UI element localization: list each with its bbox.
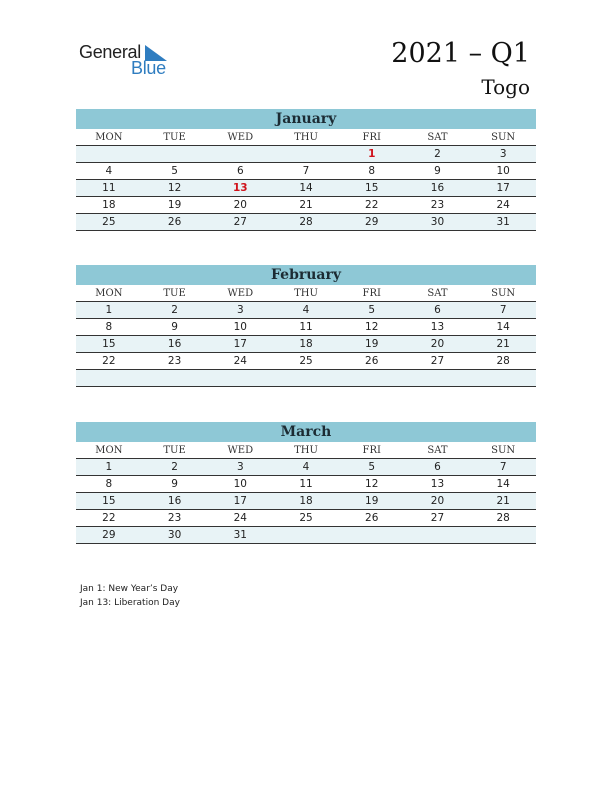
calendar-date [405,370,471,386]
calendar-date [470,527,536,543]
calendar-date: 17 [233,495,247,507]
calendar-date: 18 [102,199,116,211]
holiday-date: 1 [368,148,376,160]
month-header: February [76,265,536,285]
calendar-date: 17 [233,338,247,350]
calendar-date: 23 [167,512,182,524]
calendar-month-january [76,109,536,231]
generalblue-logo [79,42,179,78]
calendar-date: 28 [496,512,510,524]
calendar-date: 20 [430,495,445,507]
calendar-date: 29 [102,529,116,541]
weekday-label: SAT [427,132,448,143]
weekday-label: TUE [163,288,186,299]
calendar-date: 20 [430,338,445,350]
week-row [76,214,536,231]
week-row [76,146,536,163]
calendar-date: 25 [299,355,313,367]
weekday-label: WED [227,132,254,143]
week-row [76,163,536,180]
week-row [76,459,536,476]
week-row [76,197,536,214]
holiday-date: 13 [232,182,248,194]
calendar-date [405,527,471,543]
week-row [76,370,536,387]
calendar-date: 8 [105,478,113,490]
calendar-date: 15 [102,338,116,350]
calendar-date: 26 [167,216,182,228]
weekday-label: MON [95,288,123,299]
calendar-date: 24 [496,199,510,211]
calendar-date: 6 [434,461,441,473]
logo-blue-text: Blue [131,58,166,78]
weekday-label: WED [227,445,254,456]
calendar-date [76,370,142,386]
weekday-header-row [76,285,536,302]
calendar-date: 26 [365,355,379,367]
weekday-label: FRI [362,132,381,143]
weekday-label: SUN [491,445,516,456]
calendar-date: 2 [171,461,178,473]
calendar-date: 28 [299,216,313,228]
calendar-date: 3 [499,148,507,160]
calendar-date: 17 [496,182,510,194]
calendar-date: 11 [299,321,313,333]
calendar-date: 16 [167,495,182,507]
weekday-header-row [76,129,536,146]
calendar-date: 22 [365,199,379,211]
calendar-date: 23 [430,199,445,211]
calendar-date: 19 [167,199,182,211]
week-row [76,510,536,527]
calendar-date: 6 [434,304,441,316]
calendar-date: 21 [496,338,510,350]
calendar-date: 25 [102,216,116,228]
weekday-label: TUE [163,445,186,456]
calendar-date: 25 [299,512,313,524]
calendar-date: 15 [365,182,379,194]
weekday-label: THU [294,132,318,143]
calendar-date: 22 [102,355,116,367]
week-row [76,527,536,544]
week-row [76,493,536,510]
calendar-date: 27 [430,512,445,524]
weekday-label: WED [227,288,254,299]
weekday-label: MON [95,132,123,143]
weekday-label: FRI [362,288,381,299]
weekday-header-row [76,442,536,459]
calendar-date: 14 [496,478,510,490]
calendar-date: 6 [236,165,244,177]
weekday-label: THU [294,288,318,299]
weekday-label: SUN [491,288,516,299]
calendar-date: 30 [430,216,445,228]
calendar-date: 31 [233,529,247,541]
weekday-label: FRI [362,445,381,456]
weekday-label: SAT [427,288,448,299]
calendar-date: 30 [167,529,182,541]
calendar-date [273,527,339,543]
calendar-date: 11 [102,182,116,194]
calendar-date: 10 [496,165,510,177]
calendar-date: 16 [430,182,445,194]
calendar-date: 27 [233,216,247,228]
calendar-date [470,370,536,386]
calendar-date [142,146,208,162]
calendar-date: 15 [102,495,116,507]
calendar-date: 31 [496,216,510,228]
calendar-date: 9 [434,165,441,177]
calendar-date: 5 [171,165,178,177]
calendar-date: 5 [368,461,376,473]
weekday-label: SUN [491,132,516,143]
calendar-date: 7 [499,304,507,316]
week-row [76,180,536,197]
calendar-date: 8 [368,165,376,177]
calendar-date [76,146,142,162]
calendar-date: 8 [105,321,113,333]
calendar-date: 18 [299,495,313,507]
calendar-date [142,370,208,386]
week-row [76,353,536,370]
calendar-date: 14 [299,182,313,194]
calendar-date [339,370,405,386]
calendar-month-march [76,422,536,544]
calendar-date: 22 [102,512,116,524]
calendar-date [339,527,405,543]
calendar-date: 9 [171,478,178,490]
calendar-date: 12 [365,478,379,490]
holiday-note: Jan 13: Liberation Day [80,598,180,608]
calendar-date: 3 [236,304,244,316]
calendar-date: 9 [171,321,178,333]
calendar-date: 10 [233,478,247,490]
holiday-notes [80,582,180,610]
weekday-label: MON [95,445,123,456]
calendar-date: 21 [299,199,313,211]
calendar-date: 16 [167,338,182,350]
country-name: Togo [481,75,530,99]
week-row [76,319,536,336]
month-header: January [76,109,536,129]
calendar-date: 13 [430,478,445,490]
calendar-date: 4 [105,165,113,177]
calendar-date: 3 [236,461,244,473]
calendar-date: 18 [299,338,313,350]
logo-general-text: General [79,42,141,62]
calendar-date: 29 [365,216,379,228]
calendar-date: 12 [365,321,379,333]
calendar-date: 14 [496,321,510,333]
calendar-date: 10 [233,321,247,333]
week-row [76,476,536,493]
weekday-label: SAT [427,445,448,456]
holiday-note: Jan 1: New Year’s Day [80,584,179,594]
calendar-date: 12 [167,182,182,194]
calendar-date: 4 [302,304,310,316]
calendar-date [207,370,273,386]
calendar-date: 4 [302,461,310,473]
calendar-month-february [76,265,536,387]
calendar-date: 24 [233,355,247,367]
calendar-date: 19 [365,338,379,350]
calendar-date: 11 [299,478,313,490]
calendar-date: 2 [171,304,178,316]
week-row [76,336,536,353]
calendar-date: 5 [368,304,376,316]
calendar-date: 13 [430,321,445,333]
calendar-date: 24 [233,512,247,524]
week-row [76,302,536,319]
month-header: March [76,422,536,442]
calendar-date [273,146,339,162]
weekday-label: TUE [163,132,186,143]
calendar-date: 21 [496,495,510,507]
calendar-date: 7 [302,165,310,177]
calendar-date: 7 [499,461,507,473]
calendar-date: 26 [365,512,379,524]
calendar-date: 19 [365,495,379,507]
page-title: 2021 – Q1 [391,38,530,69]
calendar-date [207,146,273,162]
calendar-date: 2 [434,148,441,160]
calendar-date: 28 [496,355,510,367]
calendar-date: 23 [167,355,182,367]
calendar-date: 27 [430,355,445,367]
calendar-date: 20 [233,199,247,211]
calendar-date [273,370,339,386]
calendar-date: 1 [105,304,113,316]
weekday-label: THU [294,445,318,456]
calendar-date: 1 [105,461,113,473]
